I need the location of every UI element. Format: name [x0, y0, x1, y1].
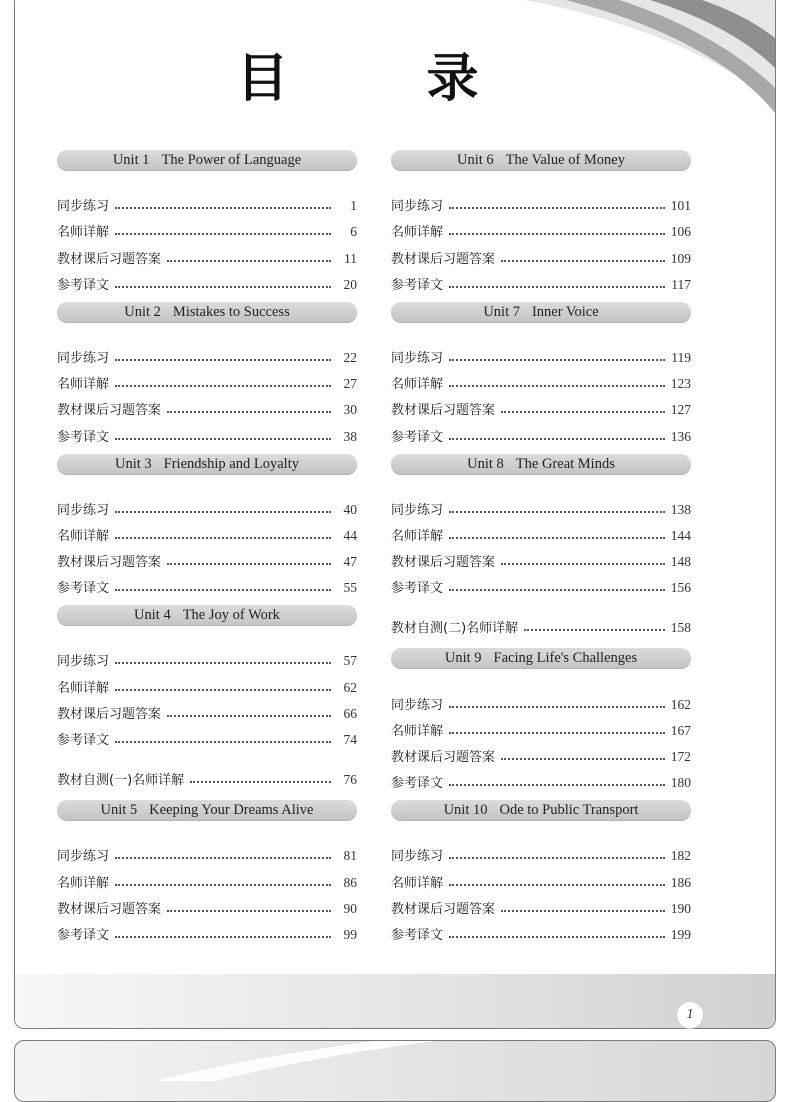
- unit-title: Ode to Public Transport: [499, 802, 639, 819]
- toc-entry-page: 47: [343, 554, 357, 570]
- toc-entry-label: 同步练习: [57, 199, 110, 215]
- unit-title: Facing Life's Challenges: [493, 650, 638, 667]
- toc-entry-page: 158: [670, 620, 691, 636]
- toc-entry-page: 86: [343, 874, 357, 890]
- unit-title: The Great Minds: [515, 455, 615, 472]
- page-number: 1: [676, 1001, 704, 1029]
- dot-leader: [167, 563, 331, 565]
- dot-leader: [449, 438, 665, 440]
- dot-leader: [115, 438, 331, 440]
- toc-entry[interactable]: [57, 340, 357, 366]
- toc-entry-label: 教材课后习题答案: [57, 901, 162, 917]
- dot-leader: [449, 589, 665, 591]
- toc-entry-label: 名师详解: [57, 528, 110, 544]
- dot-leader: [501, 758, 665, 760]
- unit-group: [57, 605, 357, 748]
- toc-entry[interactable]: [391, 713, 691, 739]
- toc-entry-label: 参考译文: [391, 927, 444, 943]
- toc-entry-label: 同步练习: [57, 502, 110, 518]
- toc-entry-page: 38: [343, 428, 357, 444]
- toc-entry-label: 名师详解: [391, 875, 444, 891]
- toc-entry-label: 同步练习: [57, 350, 110, 366]
- toc-entry[interactable]: [391, 891, 691, 917]
- dot-leader: [449, 936, 665, 938]
- unit-group: [391, 302, 691, 445]
- unit-label: Unit 9: [444, 650, 482, 667]
- unit-label: Unit 4: [134, 607, 171, 624]
- toc-entry[interactable]: [57, 643, 357, 669]
- toc-entry-page: 27: [343, 376, 357, 392]
- unit-label: Unit 6: [457, 152, 494, 168]
- unit-heading: [391, 302, 691, 323]
- toc-entry-page: 90: [343, 900, 357, 916]
- toc-entry[interactable]: [391, 917, 691, 943]
- dot-leader: [449, 537, 665, 539]
- toc-entry[interactable]: [57, 188, 357, 214]
- toc-entry-page: 123: [670, 376, 691, 392]
- dot-leader: [115, 689, 331, 691]
- toc-entry[interactable]: [391, 544, 691, 570]
- unit-title: The Power of Language: [161, 152, 302, 168]
- toc-entry-page: 136: [670, 428, 691, 444]
- toc-right-column: [391, 150, 691, 952]
- toc-entry[interactable]: [57, 891, 357, 917]
- next-page-edge: [14, 1040, 776, 1102]
- toc-entry-label: 名师详解: [391, 723, 444, 739]
- toc-entry-label: 参考译文: [57, 927, 110, 943]
- toc-entry-page: 156: [670, 580, 691, 596]
- dot-leader: [115, 286, 331, 288]
- toc-entry[interactable]: [391, 340, 691, 366]
- toc-entry[interactable]: [57, 762, 357, 788]
- toc-entry-label: 参考译文: [57, 277, 110, 293]
- dot-leader: [449, 784, 665, 786]
- toc-entry-page: 66: [343, 705, 357, 721]
- toc-entry-page: 81: [343, 848, 357, 864]
- unit-label: Unit 1: [112, 152, 150, 168]
- toc-entry-page: 138: [670, 501, 691, 517]
- toc-entry-page: 101: [670, 198, 691, 214]
- toc-entry[interactable]: [391, 739, 691, 765]
- unit-label: Unit 10: [443, 802, 488, 819]
- dot-leader: [167, 910, 331, 912]
- toc-entry-label: 教材课后习题答案: [57, 706, 162, 722]
- unit-title: Friendship and Loyalty: [163, 455, 299, 472]
- dot-leader: [449, 884, 665, 886]
- dot-leader: [167, 411, 331, 413]
- toc-entry[interactable]: [57, 418, 357, 444]
- toc-entry-page: 40: [343, 501, 357, 517]
- unit-group: [57, 150, 357, 293]
- dot-leader: [115, 741, 331, 743]
- toc-entry-page: 162: [670, 696, 691, 712]
- unit-label: Unit 7: [483, 303, 520, 320]
- toc-entry-label: 教材课后习题答案: [391, 901, 496, 917]
- toc-entry-label: 名师详解: [57, 225, 110, 241]
- toc-entry-page: 30: [343, 402, 357, 418]
- toc-entry-label: 名师详解: [57, 875, 110, 891]
- toc-entry-label: 名师详解: [391, 528, 444, 544]
- toc-entry-page: 44: [343, 527, 357, 543]
- toc-entry[interactable]: [391, 418, 691, 444]
- toc-entry[interactable]: [57, 214, 357, 240]
- unit-heading: [391, 648, 691, 669]
- toc-entry[interactable]: [391, 765, 691, 791]
- toc-entry-label: 同步练习: [391, 350, 444, 366]
- unit-label: Unit 2: [124, 303, 161, 320]
- toc-entry[interactable]: [391, 366, 691, 392]
- toc-entry[interactable]: [391, 838, 691, 864]
- toc-entry-label: 同步练习: [391, 199, 444, 215]
- toc-entry[interactable]: [391, 214, 691, 240]
- unit-label: Unit 3: [115, 455, 152, 472]
- dot-leader: [501, 563, 665, 565]
- dot-leader: [115, 857, 331, 859]
- toc-entry[interactable]: [57, 492, 357, 518]
- toc-entry[interactable]: [391, 240, 691, 266]
- unit-group: [391, 454, 691, 597]
- toc-entry-label: 教材课后习题答案: [57, 555, 162, 571]
- dot-leader: [449, 233, 665, 235]
- toc-entry-page: 55: [343, 580, 357, 596]
- toc-entry-label: 参考译文: [391, 581, 444, 597]
- unit-title: Inner Voice: [531, 303, 599, 320]
- toc-entry-page: 186: [670, 874, 691, 890]
- toc-entry-label: 教材自测(一)名师详解: [57, 773, 185, 789]
- unit-group: [391, 648, 691, 791]
- toc-entry-page: 99: [343, 926, 357, 942]
- toc-entry-label: 同步练习: [57, 849, 110, 865]
- toc-entry-label: 名师详解: [391, 225, 444, 241]
- toc-entry-page: 57: [343, 653, 357, 669]
- toc-entry-label: 教材课后习题答案: [391, 251, 496, 267]
- toc-entry-label: 教材课后习题答案: [57, 403, 162, 419]
- toc-entry-page: 182: [670, 848, 691, 864]
- dot-leader: [449, 857, 665, 859]
- unit-heading: [57, 454, 357, 475]
- toc-entry-label: 名师详解: [57, 680, 110, 696]
- toc-entry-page: 6: [350, 224, 357, 240]
- toc-entry-page: 180: [670, 775, 691, 791]
- toc-entry-label: 参考译文: [57, 581, 110, 597]
- footer-band: [15, 974, 775, 1028]
- unit-group: [57, 454, 357, 597]
- toc-entry-page: 190: [670, 900, 691, 916]
- dot-leader: [449, 286, 665, 288]
- toc-entry-label: 名师详解: [57, 377, 110, 393]
- dot-leader: [449, 359, 665, 361]
- dot-leader: [115, 207, 331, 209]
- toc-entry[interactable]: [391, 392, 691, 418]
- unit-title: Keeping Your Dreams Alive: [149, 802, 314, 819]
- unit-heading: [57, 150, 357, 171]
- dot-leader: [115, 537, 331, 539]
- toc-entry[interactable]: [391, 686, 691, 712]
- toc-entry-page: 62: [343, 679, 357, 695]
- dot-leader: [501, 260, 665, 262]
- toc-entry-label: 教材课后习题答案: [391, 750, 496, 765]
- dot-leader: [190, 781, 331, 783]
- dot-leader: [501, 910, 665, 912]
- toc-entry[interactable]: [57, 669, 357, 695]
- toc-entry-page: 109: [670, 250, 691, 266]
- unit-label: Unit 8: [467, 455, 504, 472]
- toc-entry-page: 11: [344, 250, 357, 266]
- toc-entry[interactable]: [391, 492, 691, 518]
- page-title: 目 录: [236, 49, 539, 109]
- toc-entry-page: 117: [671, 276, 691, 292]
- toc-entry-page: 144: [670, 527, 691, 543]
- toc-entry-page: 167: [670, 722, 691, 738]
- toc-entry-label: 同步练习: [391, 849, 444, 865]
- toc-entry-label: 参考译文: [57, 429, 110, 445]
- dot-leader: [524, 629, 665, 631]
- toc-entry-label: 同步练习: [57, 654, 110, 670]
- unit-heading: [391, 800, 691, 821]
- toc-entry[interactable]: [57, 518, 357, 544]
- toc-entry[interactable]: [391, 188, 691, 214]
- toc-entry[interactable]: [391, 267, 691, 293]
- dot-leader: [115, 936, 331, 938]
- toc-entry-page: 20: [343, 276, 357, 292]
- toc-entry[interactable]: [57, 366, 357, 392]
- toc-entry-label: 名师详解: [391, 377, 444, 393]
- unit-heading: [391, 454, 691, 475]
- unit-heading: [57, 302, 357, 323]
- toc-entry-label: 同步练习: [391, 502, 444, 518]
- toc-entry[interactable]: [57, 917, 357, 943]
- toc-entry-page: 119: [671, 349, 691, 365]
- toc-entry-label: 教材课后习题答案: [391, 555, 496, 571]
- dot-leader: [449, 385, 665, 387]
- unit-group: [391, 150, 691, 293]
- toc-entry-label: 教材课后习题答案: [391, 403, 496, 419]
- decorative-swoosh-next: [15, 1041, 775, 1081]
- dot-leader: [115, 359, 331, 361]
- toc-entry[interactable]: [57, 267, 357, 293]
- unit-label: Unit 5: [100, 802, 138, 819]
- toc-entry-label: 参考译文: [391, 429, 444, 445]
- unit-group: [391, 800, 691, 943]
- toc-entry-label: 参考译文: [391, 277, 444, 293]
- dot-leader: [115, 662, 331, 664]
- toc-entry[interactable]: [57, 570, 357, 596]
- toc-entry[interactable]: [391, 518, 691, 544]
- toc-entry-page: 76: [343, 772, 357, 788]
- dot-leader: [167, 715, 331, 717]
- toc-entry-page: 199: [670, 926, 691, 942]
- toc-entry[interactable]: [57, 696, 357, 722]
- toc-entry-page: 106: [670, 224, 691, 240]
- dot-leader: [449, 207, 665, 209]
- unit-group: [57, 800, 357, 943]
- dot-leader: [115, 511, 331, 513]
- toc-entry[interactable]: [391, 610, 691, 636]
- toc-entry-page: 127: [670, 402, 691, 418]
- toc-entry-label: 同步练习: [391, 697, 444, 713]
- dot-leader: [115, 385, 331, 387]
- unit-title: The Joy of Work: [182, 607, 280, 624]
- dot-leader: [167, 260, 331, 262]
- toc-entry-page: 22: [343, 349, 357, 365]
- dot-leader: [115, 589, 331, 591]
- toc-entry[interactable]: [391, 570, 691, 596]
- toc-entry[interactable]: [57, 838, 357, 864]
- toc-entry[interactable]: [391, 864, 691, 890]
- unit-group: [57, 302, 357, 445]
- dot-leader: [115, 233, 331, 235]
- toc-entry[interactable]: [57, 864, 357, 890]
- dot-leader: [449, 732, 665, 734]
- toc-entry[interactable]: [57, 544, 357, 570]
- dot-leader: [501, 411, 665, 413]
- toc-entry[interactable]: [57, 240, 357, 266]
- toc-entry[interactable]: [57, 722, 357, 748]
- unit-title: Mistakes to Success: [172, 303, 290, 320]
- toc-entry-label: 参考译文: [57, 733, 110, 748]
- toc-entry-label: 参考译文: [391, 776, 444, 792]
- unit-title: The Value of Money: [505, 152, 625, 168]
- dot-leader: [449, 706, 665, 708]
- toc-entry-page: 148: [670, 554, 691, 570]
- unit-heading: [57, 605, 357, 626]
- toc-entry-page: 1: [350, 198, 357, 214]
- dot-leader: [449, 511, 665, 513]
- toc-left-column: [57, 150, 357, 952]
- dot-leader: [115, 884, 331, 886]
- toc-entry-label: 教材课后习题答案: [57, 251, 162, 267]
- toc-entry-page: 172: [670, 749, 691, 764]
- toc-entry-page: 74: [343, 732, 357, 747]
- unit-heading: [391, 150, 691, 171]
- unit-heading: [57, 800, 357, 821]
- toc-entry-label: 教材自测(二)名师详解: [391, 621, 519, 637]
- toc-entry[interactable]: [57, 392, 357, 418]
